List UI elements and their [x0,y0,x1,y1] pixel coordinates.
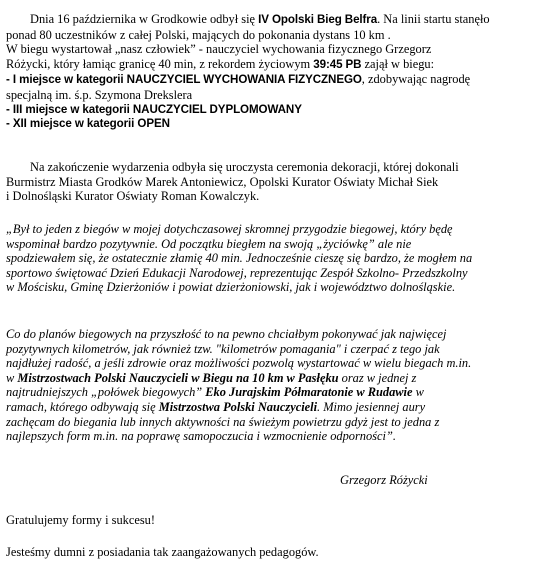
quote-text: . Mimo jesiennej aury [317,399,426,414]
quote2-line-2: pozytywnych kilometrów, jak również tzw. "kilometrów pomagania" i czerpać z tego jak [6,341,440,356]
signature: Grzegorz Różycki [340,473,428,487]
intro-line-3: W biegu wystartował „nasz człowiek” - nauczyciel wychowania fizycznego Grzegorz [6,42,432,57]
quote1-line-5: w Mościsku, Gminę Dzierżoniów i powiat dzierżoniowski, jak i województwo dolnośląskie. [6,280,456,295]
quote-text: oraz w jednej z [338,370,417,385]
quote1-line-3: spodziewałem się, że ostatecznie złamię 40 min. Jednocześnie cieszę się bardzo, że mogłem na [6,251,473,266]
intro-line-1 [6,12,546,28]
closing-line: Jesteśmy dumni z posiadania tak zaangażowanych pedagogów. [6,545,319,559]
quote2-line-4 [6,371,546,386]
quote-paragraph-1 [6,222,546,295]
quote-text: w [6,370,18,385]
intro-text: Różycki, który łamiąc granicę 40 min, z rekordem życiowym [6,56,314,71]
intro-text: . Na linii startu stanęło [377,12,490,26]
quote2-line-8: najlepszych form m.in. na poprawę samopoczucia i wzmocnienie odporności”. [6,429,396,444]
quote2-line-7: zachęcam do biegania lub innych aktywności na świeżym powietrzu gdyż jest to jedna z [6,414,440,429]
intro-line-4 [6,57,546,73]
intro-text: , zdobywając nagrodę [361,72,471,87]
halfmarathon-name: Eko Jurajskim Półmaratonie w Rudawie [205,385,413,400]
quote-paragraph-2 [6,327,546,444]
result-line-2: - III miejsce w kategorii NAUCZYCIEL DYPLOMOWANY [6,102,302,116]
quote2-line-1: Co do planów biegowych na przyszłość to na pewno chciałbym pokonywać jak najwięcej [6,327,447,341]
ceremony-paragraph [6,160,546,204]
quote-text: w [412,385,424,400]
quote2-line-6 [6,400,546,415]
intro-text: zajął w biegu: [361,56,435,71]
ceremony-line-1: Na zakończenie wydarzenia odbyła się uroczysta ceremonia dekoracji, której dokonali [30,160,459,174]
award-line [6,88,546,103]
teachers-championship-name: Mistrzostwa Polski Nauczycieli [158,399,318,414]
quote-text: najtrudniejszych „połówek biegowych” [6,385,206,400]
quote-text: ramach, którego odbywają się [6,399,159,414]
event-name: IV Opolski Bieg Belfra [258,13,378,26]
championship-name: Mistrzostwach Polski Nauczycieli w Biegu na 10 km w Pasłęku [17,370,339,385]
congratulations-line: Gratulujemy formy i sukcesu! [6,513,155,527]
result-line-3: - XII miejsce w kategorii OPEN [6,117,170,131]
ceremony-line-3: i Dolnośląski Kurator Oświaty Roman Kowalczyk. [6,189,260,204]
quote1-line-4: sportowo świętować Dzień Edukacji Narodowej, reprezentując Zespół Szkolno- Przedszkolny [6,265,468,280]
ceremony-line-2: Burmistrz Miasta Grodków Marek Antoniewicz, Opolski Kurator Oświaty Michał Siek [6,174,439,189]
intro-text: Dnia 16 października w Grodkowie odbył się [30,12,259,26]
record-time: 39:45 PB [313,57,362,71]
award-text-end: a [186,87,193,102]
intro-paragraph [6,12,546,132]
quote2-line-5 [6,385,546,400]
intro-line-2: ponad 80 uczestników z całej Polski, mających do pokonania dystans 10 km . [6,27,391,42]
result-line-1 [6,72,546,88]
award-text: specjalną im. ś.p. Szymona Dreksler [6,87,187,102]
quote2-line-3: najdłużej radość, a jeśli zdrowie oraz możliwości pozwolą wystartować w wielu biegach m.in. [6,356,472,371]
quote1-line-2: wspominał bardzo pozytywnie. Od początku biegłem na swoją „życiówkę” ale nie [6,236,412,251]
result-category-pe: - I miejsce w kategorii NAUCZYCIEL WYCHOWANIA FIZYCZNEGO [6,73,362,87]
quote1-line-1: „Był to jeden z biegów w mojej dotychczasowej skromnej przygodzie biegowej, który będę [6,222,453,236]
